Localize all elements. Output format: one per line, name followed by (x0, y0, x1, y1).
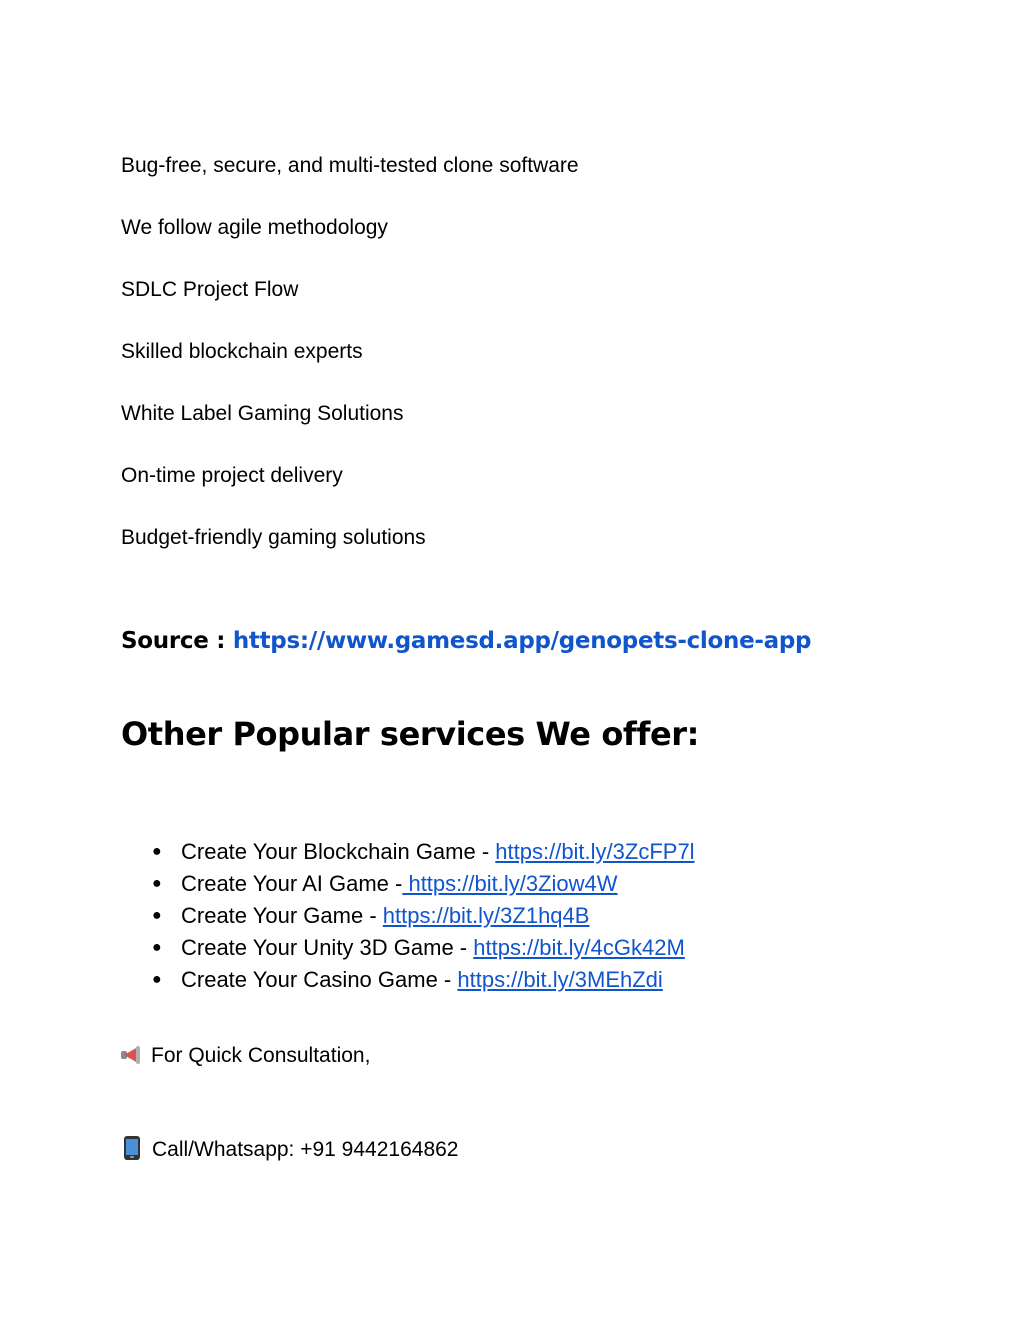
service-link[interactable]: https://bit.ly/3ZcFP7l (495, 839, 695, 864)
service-link[interactable]: https://bit.ly/3MEhZdi (457, 967, 663, 992)
service-item (152, 902, 695, 934)
service-item (152, 934, 695, 966)
consultation-line (121, 1043, 370, 1069)
consultation-text: For Quick Consultation, (151, 1044, 371, 1067)
bullet-icon: ● (152, 843, 162, 860)
service-item (152, 870, 695, 902)
feature-item: SDLC Project Flow (121, 278, 299, 301)
service-label: Create Your Unity 3D Game - (181, 935, 474, 960)
service-label: Create Your Blockchain Game - (181, 839, 496, 864)
service-label: Create Your AI Game - (181, 871, 403, 896)
source-label: Source : (121, 628, 226, 654)
service-label: Create Your Game - (181, 903, 383, 928)
feature-item: We follow agile methodology (121, 216, 388, 239)
service-label: Create Your Casino Game - (181, 967, 458, 992)
bullet-icon: ● (152, 875, 162, 892)
feature-item: White Label Gaming Solutions (121, 402, 404, 425)
source-line (121, 626, 811, 656)
mobile-phone-icon (124, 1136, 140, 1160)
megaphone-icon (121, 1045, 143, 1065)
feature-item: On-time project delivery (121, 464, 343, 487)
section-heading: Other Popular services We offer: (121, 715, 700, 753)
service-link[interactable]: https://bit.ly/3Z1hq4B (382, 903, 590, 928)
feature-item: Budget-friendly gaming solutions (121, 526, 426, 549)
call-text: Call/Whatsapp: +91 9442164862 (152, 1138, 459, 1161)
feature-item: Skilled blockchain experts (121, 340, 363, 363)
call-line (121, 1136, 458, 1163)
source-link[interactable]: https://www.gamesd.app/genopets-clone-app (225, 628, 812, 654)
service-item (152, 966, 695, 998)
service-item (152, 838, 695, 870)
service-link[interactable]: https://bit.ly/3Ziow4W (402, 871, 618, 896)
bullet-icon: ● (152, 939, 162, 956)
services-list (152, 838, 695, 998)
service-link[interactable]: https://bit.ly/4cGk42M (473, 935, 685, 960)
bullet-icon: ● (152, 907, 162, 924)
bullet-icon: ● (152, 971, 162, 988)
feature-item: Bug-free, secure, and multi-tested clone software (121, 154, 579, 177)
